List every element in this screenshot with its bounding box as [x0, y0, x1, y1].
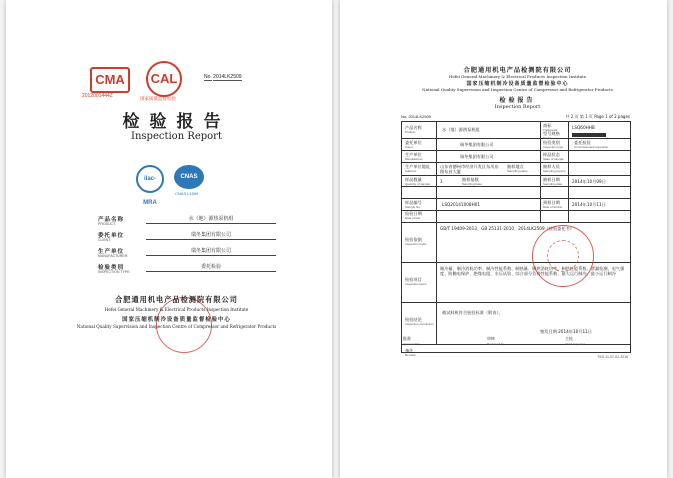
field-label: 检验类别 — [98, 265, 125, 271]
report-document — [395, 55, 640, 385]
trademark-redacted — [572, 133, 606, 137]
items-label-cn: 检验项目 — [405, 277, 422, 282]
sample-status-label-en: State of sample — [543, 157, 564, 161]
institute-name-cn: 合肥通用机电产品检测院有限公司 — [115, 295, 238, 304]
sampling-person-label-en: Sampling person — [543, 169, 566, 173]
sampling-base-label-cn: 抽样基数 — [462, 177, 479, 182]
cover-page — [6, 0, 332, 478]
conclusion-label-cn: 检验结论 — [405, 317, 422, 322]
page-indicator: 共 2 页 第 1 页 Page 1 of 2 pages — [565, 114, 630, 119]
manufacturer-label-en: Manufacturer — [405, 157, 423, 161]
report-title-cn: 检验报告 — [499, 97, 536, 104]
cover-title-en: Inspection Report — [131, 131, 222, 142]
report-title-en: Inspection Report — [494, 104, 541, 110]
field-value: 瑞冬集团有限公司 — [146, 247, 276, 256]
client-label — [405, 140, 422, 149]
seal-inner-ring — [547, 240, 579, 272]
mfr-address-label-cn: 生产单位地址 — [405, 164, 431, 169]
brand-label-en: Trademark — [543, 128, 558, 132]
basis-label-cn: 检验依据 — [405, 237, 422, 242]
sample-no-label — [405, 200, 422, 209]
sample-qty-value: 1 — [440, 179, 443, 184]
issue-date — [540, 329, 592, 334]
sample-qty-label-en: Quantity of sample — [405, 182, 431, 186]
manufacturer-label — [405, 152, 423, 161]
report-page — [340, 0, 667, 478]
mfr-address-label-en: Address — [405, 169, 417, 173]
cma-logo: CMA — [90, 67, 130, 93]
sample-no-label-en: Sample No. — [405, 205, 421, 209]
arrival-date-value: 2014年10月09日 — [572, 179, 606, 184]
sampling-date-label-cn: 抽样日期 — [543, 177, 560, 182]
manufacturer-label-cn: 生产单位 — [405, 152, 422, 157]
report-number-label: No. — [204, 74, 212, 80]
institute-name-en: Hefei General Machinery & Electrical Products Inspection Institute — [104, 307, 249, 312]
sampling-date-label-en: Sampling date — [543, 182, 563, 186]
cover-document — [64, 45, 289, 375]
ilac-logo-text: ilac-MRA — [143, 176, 157, 206]
items-label — [405, 277, 427, 286]
report-number-value: 2014LK2509 — [213, 74, 242, 80]
manufacturer-value: 瑞冬集团有限公司 — [460, 154, 494, 159]
cnas-logo — [174, 165, 204, 189]
sampling-base-label — [462, 177, 482, 186]
form-code: TKS-11-07-02-2015 — [597, 355, 628, 359]
field-value: 水（地）源热泵机组 — [146, 215, 276, 224]
product-value: 水（地）源热泵机组 — [442, 127, 480, 132]
arrival-date-label-cn: 到样日期 — [543, 200, 560, 205]
field-label: 产品名称 — [98, 217, 125, 223]
brand-label-cn: 商标 — [543, 123, 552, 128]
test-date-label-cn: 检验日期 — [405, 211, 422, 216]
remark-label — [405, 348, 416, 357]
reviewed-label-en: Reviewed by — [487, 342, 505, 346]
cal-logo: CAL — [146, 61, 182, 97]
basis-label-en: Inspection basis — [405, 242, 427, 246]
approved-label: 批准 — [403, 336, 411, 341]
model-value: LSQ60HHB — [572, 125, 595, 130]
field-label-en: MANUFACTURER: — [98, 254, 129, 258]
cover-title-cn: 检验报告 — [122, 112, 231, 132]
sampling-date-label — [543, 177, 562, 186]
sampling-person-label-cn: 抽样人员 — [543, 164, 560, 169]
items-value: 制冷量、制冷消耗功率、制冷性能系数、制热量、制热消耗功率、制热性能系数、泄漏检测、电气强度、防触电保护、绝缘电阻、水压试验、综合部分负荷性能系数、最大运行制冷、最小运行制冷 — [440, 266, 625, 276]
field-label: 委托单位 — [98, 233, 125, 239]
cnas-logo-text: CNAS — [180, 174, 198, 180]
sample-no-label-cn: 样品编号 — [405, 200, 422, 205]
cover-field-product — [98, 215, 278, 229]
cal-caption: 国家质量监督检验 — [140, 96, 176, 101]
cover-field-client — [98, 231, 278, 245]
cnas-number: CNAS L1599 — [175, 191, 199, 196]
field-value: 瑞冬集团有限公司 — [146, 231, 276, 240]
report-number — [204, 74, 242, 80]
center-name-en: National Quality Supervision and Inspection Centre of Compressor and Refrigerator Products — [76, 324, 277, 329]
inspection-type-value — [574, 140, 608, 149]
product-label-cn: 产品名称 — [405, 125, 422, 130]
items-label-en: Inspection items — [405, 282, 427, 286]
inspection-type-label-en: Inspection type — [543, 145, 564, 149]
approved-label-en: Approved by — [403, 342, 420, 346]
report-header-cn: 合肥通用机电产品检测院有限公司 — [463, 67, 572, 74]
chief-label-en: Chief inspector — [565, 342, 586, 346]
test-date-label — [405, 211, 422, 220]
chief-label: 主检 — [565, 336, 573, 341]
cover-field-manufacturer — [98, 247, 278, 261]
sampling-person-label — [543, 164, 566, 173]
conclusion-label-en: Inspection conclusion — [405, 322, 434, 326]
inspection-type-label-cn: 检验类别 — [543, 140, 560, 145]
product-label — [405, 125, 422, 134]
issue-date-label: 签发日期 — [540, 329, 557, 334]
sampling-place-label-en: Sampling place — [507, 169, 528, 173]
sample-qty-label — [405, 177, 430, 186]
sample-qty-label-cn: 样品数量 — [405, 177, 422, 182]
arrival-date-label — [543, 200, 562, 209]
reviewed-by — [487, 336, 504, 346]
field-label: 生产单位 — [98, 249, 125, 255]
cma-code: 2012001444Z — [82, 93, 113, 99]
product-label-en: Product — [405, 130, 416, 134]
cover-field-inspection-type — [98, 263, 278, 277]
report-subheader-en: National Quality Supervision and Inspection Centre of Compressor and Refrigerator Products — [422, 87, 613, 92]
client-label-en: Client — [405, 145, 413, 149]
mfr-address-label — [405, 164, 430, 173]
basis-label — [405, 237, 427, 246]
sample-status-label — [543, 152, 564, 161]
model-label-en: Model — [543, 136, 552, 140]
inspection-type-label — [543, 140, 563, 149]
field-value: 委托检验 — [146, 263, 276, 272]
conclusion-label — [405, 317, 434, 326]
sampling-place-label-cn: 抽样地点 — [507, 164, 524, 169]
remark-label-en: Remark — [405, 353, 416, 357]
report-no: No. 2014LK2509 — [401, 114, 432, 119]
inspection-type-value-en: Commissioned inspection — [574, 145, 609, 149]
model-label — [543, 131, 560, 140]
model-label-cn: 型号规格 — [543, 131, 560, 136]
sampling-base-label-en: Sampling base — [462, 182, 482, 186]
sample-status-label-cn: 样品状态 — [543, 152, 560, 157]
reviewed-label: 审核 — [487, 336, 495, 341]
issue-date-value: 2014年10月11日 — [558, 329, 592, 334]
basis-value: GB/T 19409-2013、GB 25131-2010、2014LK2509《检验委托书》 — [440, 226, 574, 231]
sample-no-value: LSQ20141008H01 — [442, 202, 481, 207]
sampling-place-label — [507, 164, 528, 173]
approved-by — [403, 336, 420, 346]
conclusion-value: 被试样机符合检验标准（附表）。 — [442, 310, 503, 315]
client-label-cn: 委托单位 — [405, 140, 422, 145]
inspection-seal — [532, 225, 594, 287]
field-label-en: CLIENT: — [98, 238, 112, 242]
center-name-cn: 国家压缩机制冷设备质量监督检验中心 — [122, 317, 231, 323]
test-date-value: 2014年10月11日 — [572, 202, 606, 207]
test-date-label-en: Date of test — [405, 216, 421, 220]
field-label-en: PRODUCT: — [98, 222, 116, 226]
ilac-mra-logo — [136, 165, 164, 206]
report-subheader-cn: 国家压缩机制冷设备质量监督检验中心 — [466, 81, 569, 87]
arrival-date-label-en: Date of arrival — [543, 205, 562, 209]
field-label-en: INSPECTION TYPE: — [98, 270, 131, 274]
report-header-en: Hefei General Machinery & Electrical Products Inspection Institute — [448, 74, 587, 79]
inspection-type-value-cn: 委托检验 — [574, 140, 591, 145]
remark-label-cn: 备注 — [405, 348, 414, 353]
chief-inspector — [565, 336, 585, 346]
mfr-address-value: 山东省德州市经济开发区东风东路东首大厦 — [440, 164, 499, 174]
client-value: 瑞冬集团有限公司 — [460, 142, 494, 147]
